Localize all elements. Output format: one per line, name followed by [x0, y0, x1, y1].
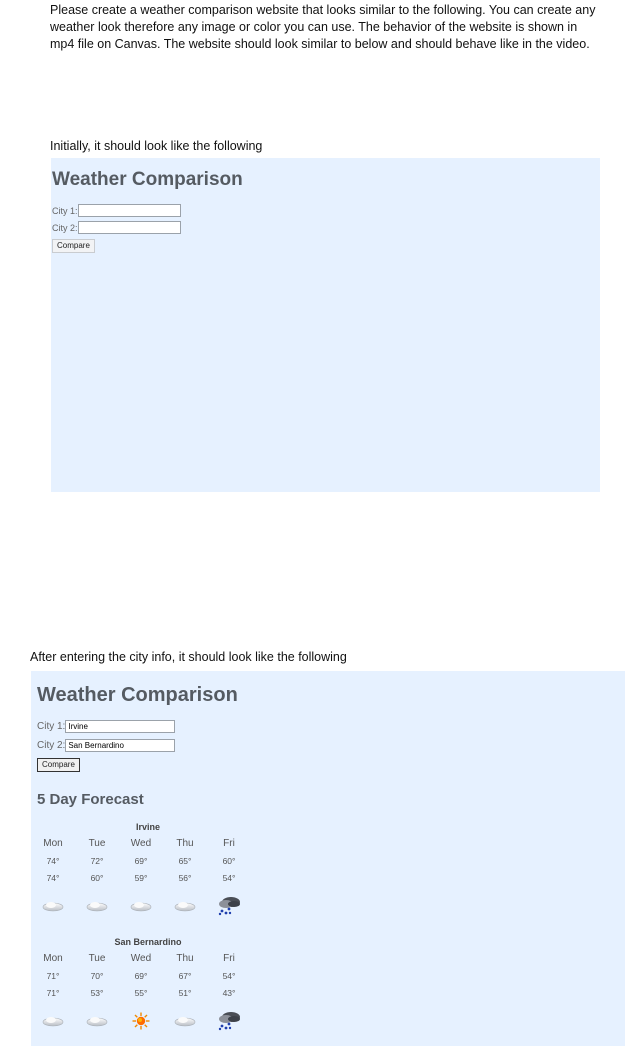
forecast-high: 60° [222, 856, 236, 866]
forecast-day: Thu [176, 953, 194, 964]
forecast-low: 53° [90, 988, 104, 998]
forecast-low: 51° [178, 988, 192, 998]
forecast-high: 54° [222, 971, 236, 981]
forecast-day: Tue [88, 953, 106, 964]
city2-row [52, 221, 181, 234]
forecast-day: Wed [130, 838, 152, 849]
forecast-low: 74° [46, 873, 60, 883]
city2-row [37, 739, 175, 752]
forecast-high: 69° [134, 971, 148, 981]
rain-cloud-icon [207, 895, 251, 917]
forecast-high: 71° [46, 971, 60, 981]
forecast-day: Mon [43, 953, 63, 964]
cloud-icon [163, 895, 207, 917]
app-title: Weather Comparison [37, 684, 238, 706]
city-forecast-name: Irvine [135, 822, 160, 832]
initial-caption: Initially, it should look like the following [50, 139, 263, 153]
compare-button[interactable]: Compare [52, 239, 95, 253]
forecast-low: 60° [90, 873, 104, 883]
app-title: Weather Comparison [52, 169, 243, 190]
forecast-low: 56° [178, 873, 192, 883]
city2-input[interactable]: San Bernardino [65, 739, 175, 752]
city1-row [52, 204, 181, 217]
assignment-instructions: Please create a weather comparison website that looks similar to the following. You can create any weather look therefore any image or color you can use. The behavior of the website is shown in mp4 file on Canvas. The website should look similar to below and should behave like in the video. [50, 3, 596, 52]
city1-label: City 1: [52, 205, 78, 216]
forecast-day: Thu [176, 838, 194, 849]
city1-row [37, 720, 175, 733]
forecast-low: 71° [46, 988, 60, 998]
city1-input[interactable]: Irvine [65, 720, 175, 733]
forecast-low: 43° [222, 988, 236, 998]
forecast-low: 59° [134, 873, 148, 883]
city1-input[interactable] [78, 204, 181, 217]
initial-app-panel [51, 158, 600, 492]
forecast-high: 67° [178, 971, 192, 981]
cloud-icon [163, 1010, 207, 1032]
cloud-icon [31, 1010, 75, 1032]
city-forecast-name: San Bernardino [114, 937, 182, 947]
rain-cloud-icon [207, 1010, 251, 1032]
city-forecast [38, 822, 263, 922]
forecast-heading: 5 Day Forecast [37, 791, 144, 808]
forecast-day: Tue [88, 838, 106, 849]
forecast-high: 65° [178, 856, 192, 866]
city-forecast [38, 937, 263, 1037]
cloud-icon [75, 895, 119, 917]
city2-input[interactable] [78, 221, 181, 234]
cloud-icon [31, 895, 75, 917]
forecast-low: 54° [222, 873, 236, 883]
forecast-high: 74° [46, 856, 60, 866]
city1-label: City 1: [37, 721, 66, 732]
forecast-low: 55° [134, 988, 148, 998]
forecast-day: Wed [130, 953, 152, 964]
cloud-icon [75, 1010, 119, 1032]
city2-label: City 2: [52, 222, 78, 233]
sun-icon [119, 1010, 163, 1032]
cloud-icon [119, 895, 163, 917]
compare-button[interactable]: Compare [37, 758, 80, 772]
forecast-day: Mon [43, 838, 63, 849]
result-app-panel [31, 671, 625, 1046]
forecast-day: Fri [223, 838, 235, 849]
forecast-day: Fri [223, 953, 235, 964]
after-caption: After entering the city info, it should look like the following [30, 650, 347, 664]
city2-label: City 2: [37, 740, 66, 751]
forecast-high: 70° [90, 971, 104, 981]
forecast-high: 69° [134, 856, 148, 866]
forecast-high: 72° [90, 856, 104, 866]
